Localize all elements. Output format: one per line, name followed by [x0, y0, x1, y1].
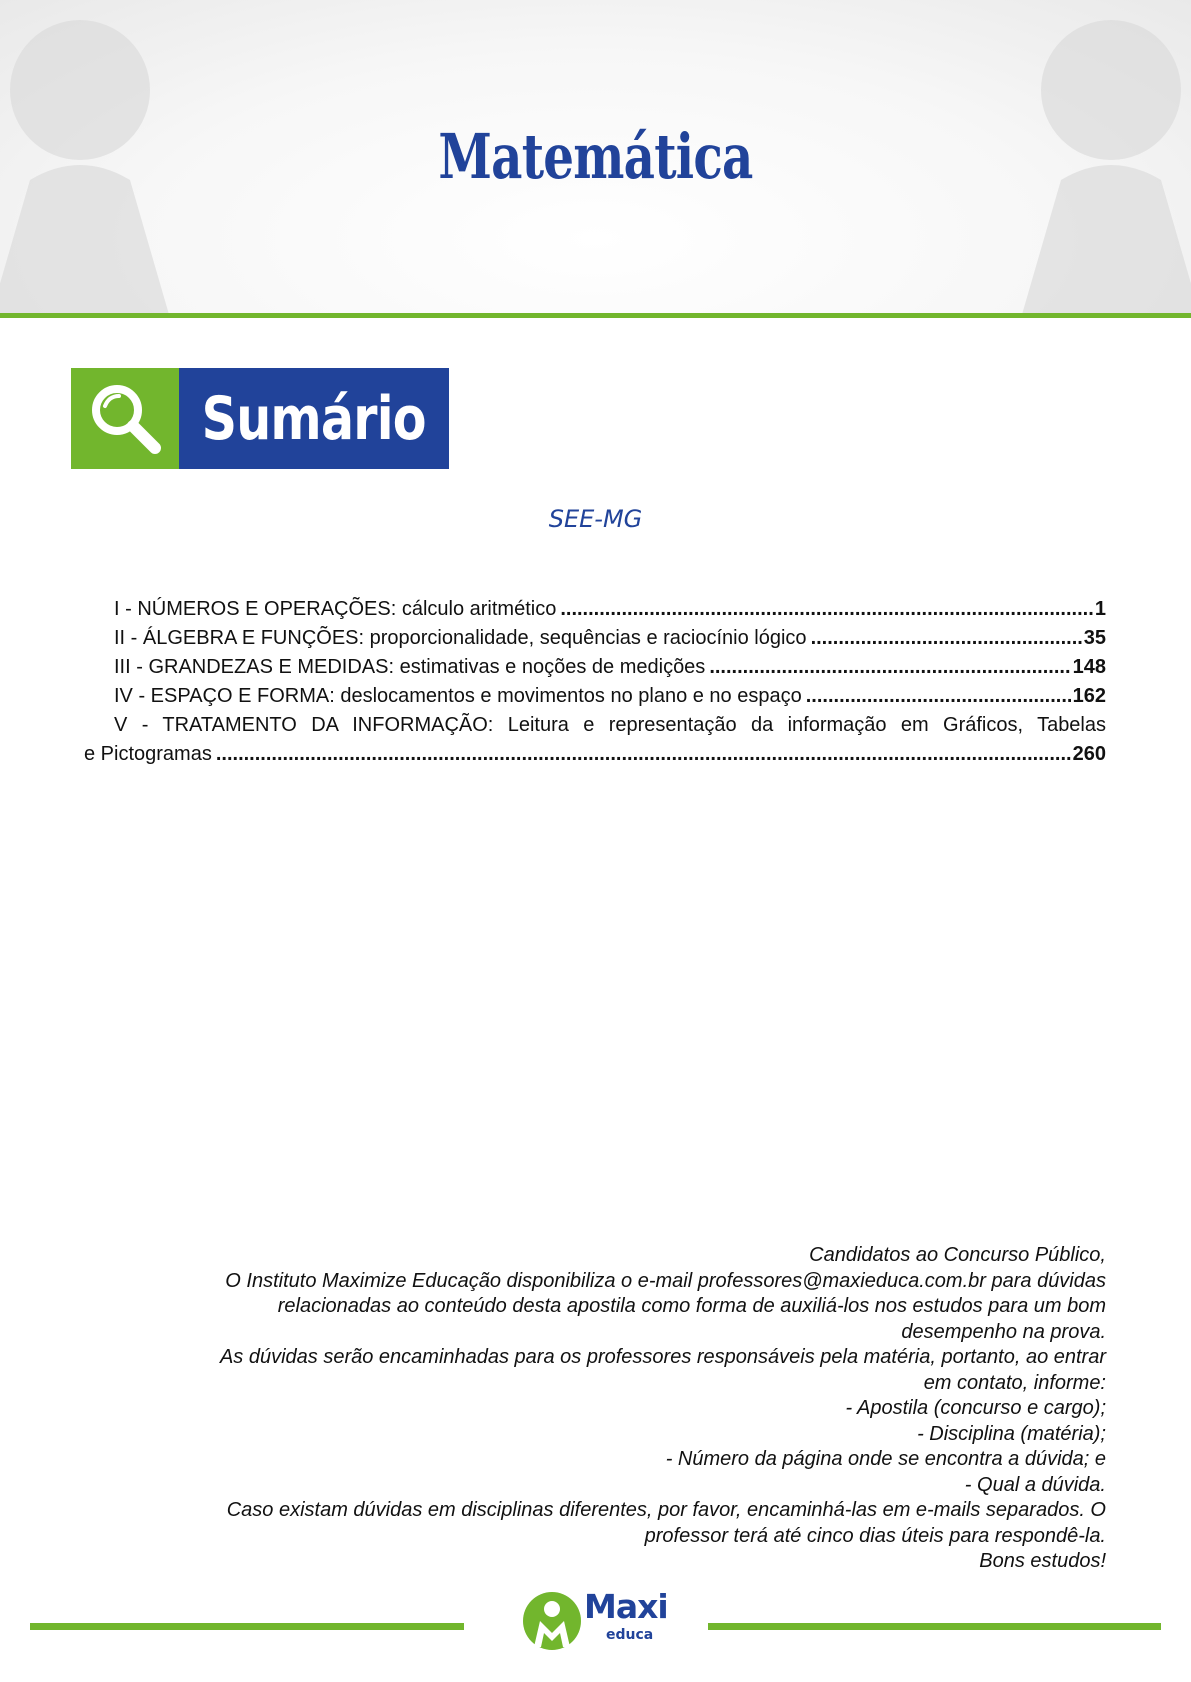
- toc-leader-dots: [806, 682, 1071, 711]
- toc-entry[interactable]: [84, 595, 1106, 624]
- toc-entry-page: 35: [1083, 627, 1106, 649]
- notice-line: As dúvidas serão encaminhadas para os professores responsáveis pela matéria, portanto, ao entrar: [219, 1346, 1106, 1368]
- logo-brand: Maxi: [584, 1587, 668, 1626]
- maxi-educa-logo: [520, 1587, 680, 1657]
- toc-entry-continuation[interactable]: [84, 740, 1106, 769]
- toc-entry[interactable]: [84, 653, 1106, 682]
- header-divider: [0, 313, 1191, 318]
- logo-subtitle: educa: [606, 1627, 654, 1643]
- toc-entry-label: III - GRANDEZAS E MEDIDAS: estimativas e noções de medições: [114, 656, 706, 678]
- toc-leader-dots: [216, 740, 1071, 769]
- banner-title-box: [179, 368, 449, 469]
- maxi-person-icon: [520, 1587, 584, 1657]
- notice-line: - Disciplina (matéria);: [917, 1422, 1106, 1445]
- toc-entry-label: II - ÁLGEBRA E FUNÇÕES: proporcionalidade, sequências e raciocínio lógico: [114, 627, 807, 649]
- table-of-contents: [84, 595, 1106, 769]
- footer-divider-left: [30, 1623, 464, 1630]
- toc-leader-dots: [709, 653, 1070, 682]
- notice-line: O Instituto Maximize Educação disponibiliza o e-mail professores@maxieduca.com.br para dúvidas: [225, 1269, 1106, 1292]
- toc-entry[interactable]: [84, 624, 1106, 653]
- notice-line: professor terá até cinco dias úteis para respondê-la.: [644, 1524, 1106, 1547]
- candidates-notice: [120, 1243, 1106, 1575]
- notice-line: em contato, informe:: [923, 1371, 1106, 1394]
- page-header: [0, 0, 1191, 318]
- page-title: Matemática: [438, 120, 753, 193]
- summary-banner: [71, 368, 449, 469]
- notice-line: Caso existam dúvidas em disciplinas diferentes, por favor, encaminhá-las em e-mails separados. O: [226, 1499, 1106, 1521]
- toc-entry-page: 260: [1072, 743, 1106, 765]
- toc-leader-dots: [811, 624, 1082, 653]
- notice-line: - Apostila (concurso e cargo);: [845, 1397, 1106, 1419]
- notice-line: relacionadas ao conteúdo desta apostila como forma de auxiliá-los nos estudos para um bom: [277, 1295, 1106, 1317]
- footer-divider-right: [708, 1623, 1161, 1630]
- toc-entry-label: V - TRATAMENTO DA INFORMAÇÃO: Leitura e representação da informação em Gráficos, Tabelas: [114, 714, 1106, 736]
- toc-entry-multiline[interactable]: [84, 711, 1106, 740]
- notice-line: desempenho na prova.: [901, 1320, 1106, 1343]
- magnifier-icon: [71, 368, 179, 469]
- toc-entry-label: e Pictogramas: [84, 743, 212, 765]
- notice-line: - Qual a dúvida.: [964, 1473, 1106, 1496]
- toc-entry-label: I - NÚMEROS E OPERAÇÕES: cálculo aritmético: [114, 598, 557, 620]
- notice-line: Candidatos ao Concurso Público,: [809, 1244, 1106, 1266]
- notice-line: - Número da página onde se encontra a dúvida; e: [665, 1448, 1106, 1470]
- toc-leader-dots: [560, 595, 1093, 624]
- toc-entry-page: 1: [1094, 598, 1106, 620]
- notice-line: Bons estudos!: [979, 1550, 1106, 1572]
- banner-title: Sumário: [201, 383, 427, 454]
- toc-entry-page: 162: [1072, 685, 1106, 707]
- toc-entry-label: IV - ESPAÇO E FORMA: deslocamentos e movimentos no plano e no espaço: [114, 685, 802, 707]
- toc-entry[interactable]: [84, 682, 1106, 711]
- banner-icon-box: [71, 368, 179, 469]
- exam-subtitle: SEE-MG: [548, 505, 643, 533]
- toc-entry-page: 148: [1072, 656, 1106, 678]
